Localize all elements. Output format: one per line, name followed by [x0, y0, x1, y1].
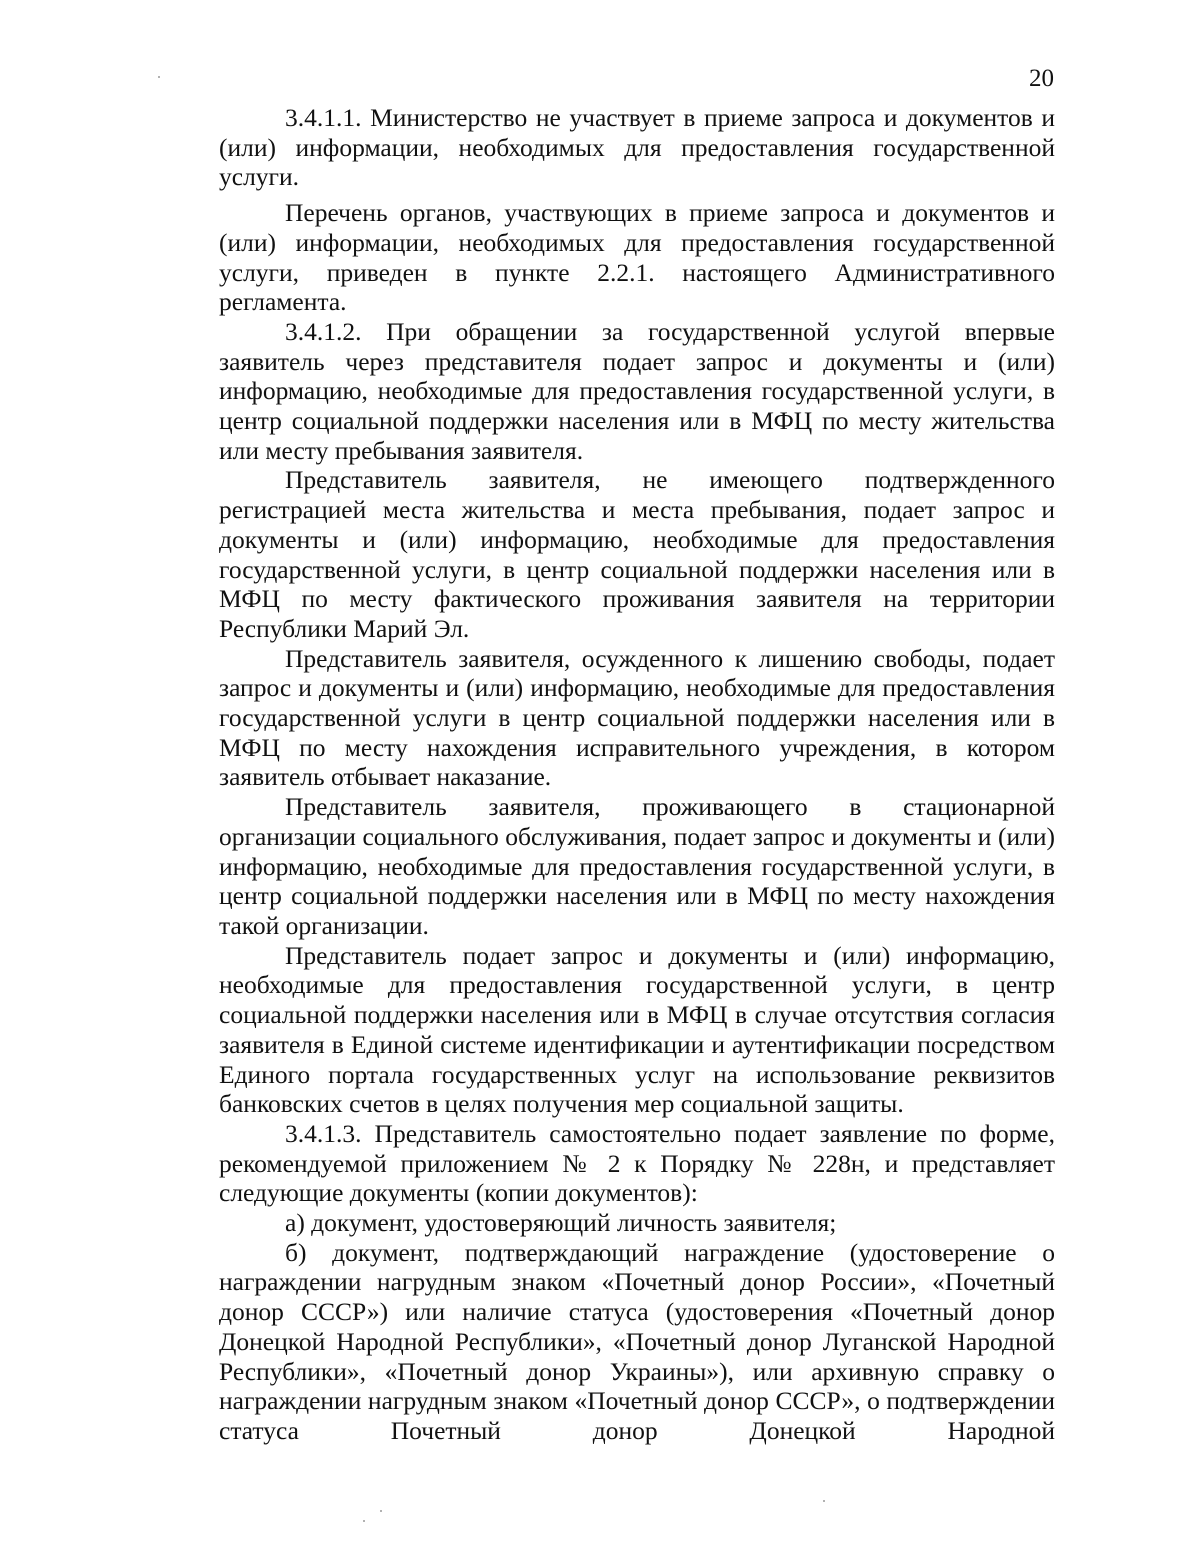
- paragraph-no-registration: Представитель заявителя, не имеющего подтвержденного регистрацией места жительства и места пребывания, подает запрос и документы и (или) информацию, необходимые для предоставления государственной услуги, в центр социальной поддержки населения или в МФЦ по месту фактического проживания заявителя на территории Республики Марий Эл.: [219, 465, 1055, 643]
- list-item-b: б) документ, подтверждающий награждение (удостоверение о награждении нагрудным знаком «Почетный донор России», «Почетный донор СССР») или наличие статуса (удостоверения «Почетный донор Донецкой Народной Республики», «Почетный донор Луганской Народной Республики», «Почетный донор Украины»), или архивную справку о награждении нагрудным знаком «Почетный донор СССР», о подтверждении статуса Почетный донор Донецкой Народной: [219, 1237, 1055, 1445]
- paragraph-3-4-1-2: 3.4.1.2. При обращении за государственной услугой впервые заявитель через представителя подает запрос и документы и (или) информацию, необходимые для предоставления государственной услуги, в центр социальной поддержки населения или в МФЦ по месту жительства или месту пребывания заявителя.: [219, 316, 1055, 465]
- paragraph-stationary-organization: Представитель заявителя, проживающего в стационарной организации социального обслуживания, подает запрос и документы и (или) информацию, необходимые для предоставления государственной услуги, в центр социальной поддержки населения или в МФЦ по месту нахождения такой организации.: [219, 792, 1055, 940]
- scan-speck: [380, 1510, 382, 1512]
- list-item-a: а) документ, удостоверяющий личность заявителя;: [285, 1208, 837, 1238]
- scan-speck: [823, 1500, 825, 1502]
- scan-speck: [158, 76, 160, 78]
- scan-speck: [363, 1520, 365, 1522]
- paragraph-convicted: Представитель заявителя, осужденного к лишению свободы, подает запрос и документы и (или) информацию, необходимые для предоставления государственной услуги в центр социальной поддержки населения или в МФЦ по месту нахождения исправительного учреждения, в котором заявитель отбывает наказание.: [219, 643, 1055, 792]
- paragraph-no-consent: Представитель подает запрос и документы и (или) информацию, необходимые для предоставления государственной услуги, в центр социальной поддержки населения или в МФЦ в случае отсутствия согласия заявителя в Единой системе идентификации и аутентификации посредством Единого портала государственных услуг на использование реквизитов банковских счетов в целях получения мер социальной защиты.: [219, 940, 1055, 1119]
- document-body: [219, 103, 1055, 1446]
- page-number: 20: [1029, 65, 1054, 92]
- paragraph-bodies-list: Перечень органов, участвующих в приеме запроса и документов и (или) информации, необходимых для предоставления государственной услуги, приведен в пункте 2.2.1. настоящего Административного регламента.: [219, 198, 1055, 317]
- paragraph-3-4-1-3: 3.4.1.3. Представитель самостоятельно подает заявление по форме, рекомендуемой приложением № 2 к Порядку № 228н, и представляет следующие документы (копии документов):: [219, 1118, 1055, 1208]
- paragraph-3-4-1-1: 3.4.1.1. Министерство не участвует в приеме запроса и документов и (или) информации, необходимых для предоставления государственной услуги.: [219, 103, 1055, 192]
